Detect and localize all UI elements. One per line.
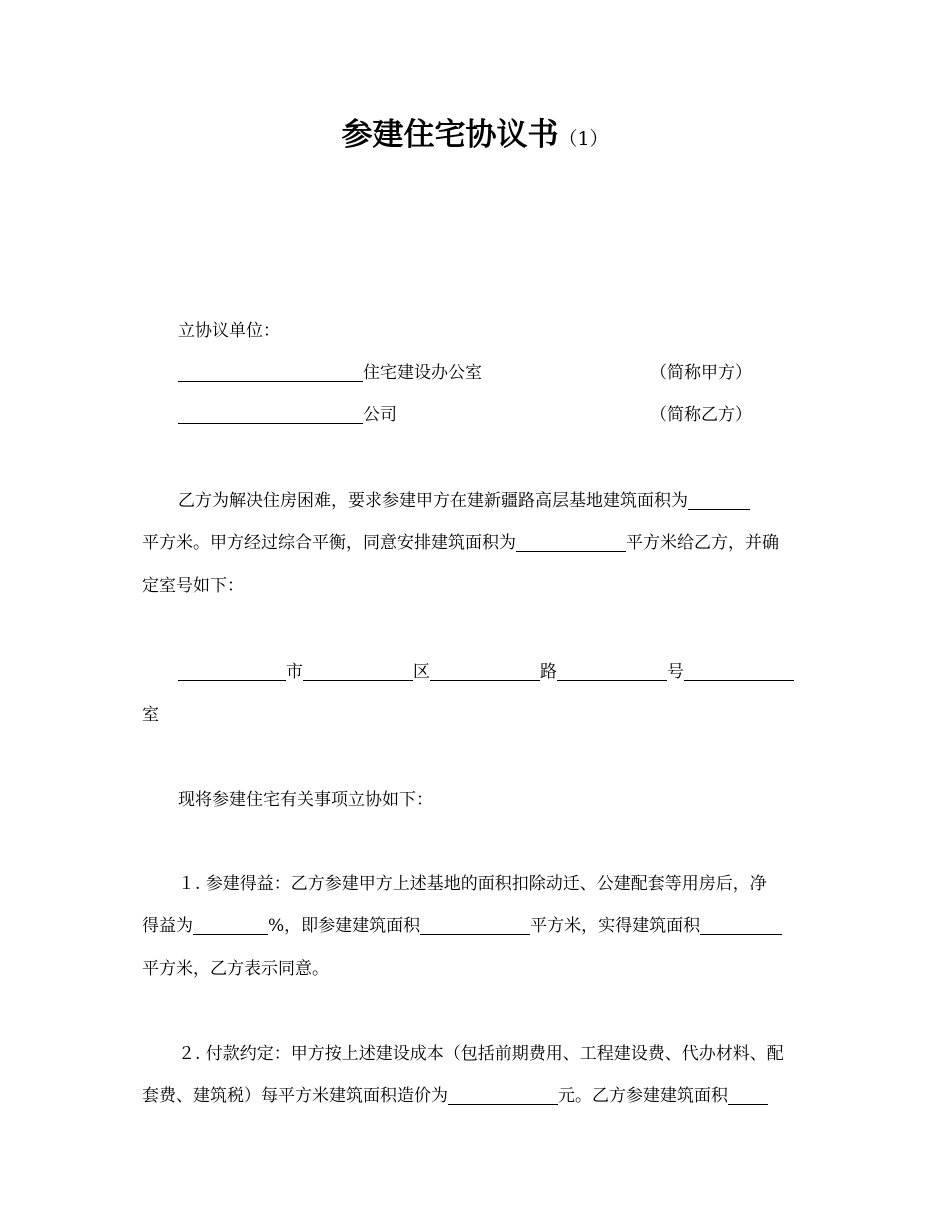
clause-1-line-3: 平方米，乙方表示同意。 [142,959,329,979]
party-b-line [178,403,878,427]
blank-field[interactable] [303,660,413,681]
blank-field[interactable] [728,1084,768,1105]
clause-1-line-1: １. 参建得益：乙方参建甲方上述基地的面积扣除动迁、公建配套等用房后，净 [178,874,767,894]
intro-line-2 [142,531,779,555]
page-title [0,112,950,162]
party-a-line [178,361,878,385]
intro-line-1 [178,489,750,513]
blank-field[interactable] [700,914,782,935]
preface: 现将参建住宅有关事项立协如下： [178,790,433,810]
blank-field[interactable] [684,660,794,681]
address-number: 号 [667,662,684,682]
address-district: 区 [413,662,430,682]
clause-2-line-2 [142,1084,768,1108]
party-b-name: 公司 [363,405,397,425]
address-city: 市 [286,662,303,682]
clause-2-line-1: ２. 付款约定：甲方按上述建设成本（包括前期费用、工程建设费、代办材料、配 [178,1044,784,1064]
title-main: 参建住宅协议书 [341,117,559,153]
blank-field[interactable] [420,914,530,935]
blank-field[interactable] [178,361,363,382]
blank-field[interactable] [516,531,626,552]
clause-2-text-2b: 元。乙方参建建筑面积 [558,1086,728,1106]
blank-field[interactable] [557,660,667,681]
clause-1-text-2b: %，即参建建筑面积 [268,916,421,936]
clause-1-line-2 [142,914,782,938]
intro-text-2b: 平方米给乙方，并确 [626,533,779,553]
intro-line-3: 定室号如下： [142,576,244,596]
party-a-alias: （简称甲方） [650,363,752,383]
blank-field[interactable] [448,1084,558,1105]
clause-2-text-2a: 套费、建筑税）每平方米建筑面积造价为 [142,1086,448,1106]
intro-text-2a: 平方米。甲方经过综合平衡，同意安排建筑面积为 [142,533,516,553]
clause-1-text-2a: 得益为 [142,916,193,936]
blank-field[interactable] [178,403,363,424]
clause-1-text-2c: 平方米，实得建筑面积 [530,916,701,936]
address-road: 路 [540,662,557,682]
parties-heading: 立协议单位： [178,321,280,341]
title-number: （1） [558,128,609,150]
blank-field[interactable] [688,489,750,510]
blank-field[interactable] [430,660,540,681]
blank-field[interactable] [193,914,268,935]
blank-field[interactable] [178,660,286,681]
address-room: 室 [142,705,159,725]
party-a-name: 住宅建设办公室 [363,363,482,383]
intro-text-1: 乙方为解决住房困难，要求参建甲方在建新疆路高层基地建筑面积为 [178,491,688,511]
address-line [178,660,794,684]
party-b-alias: （简称乙方） [650,405,752,425]
